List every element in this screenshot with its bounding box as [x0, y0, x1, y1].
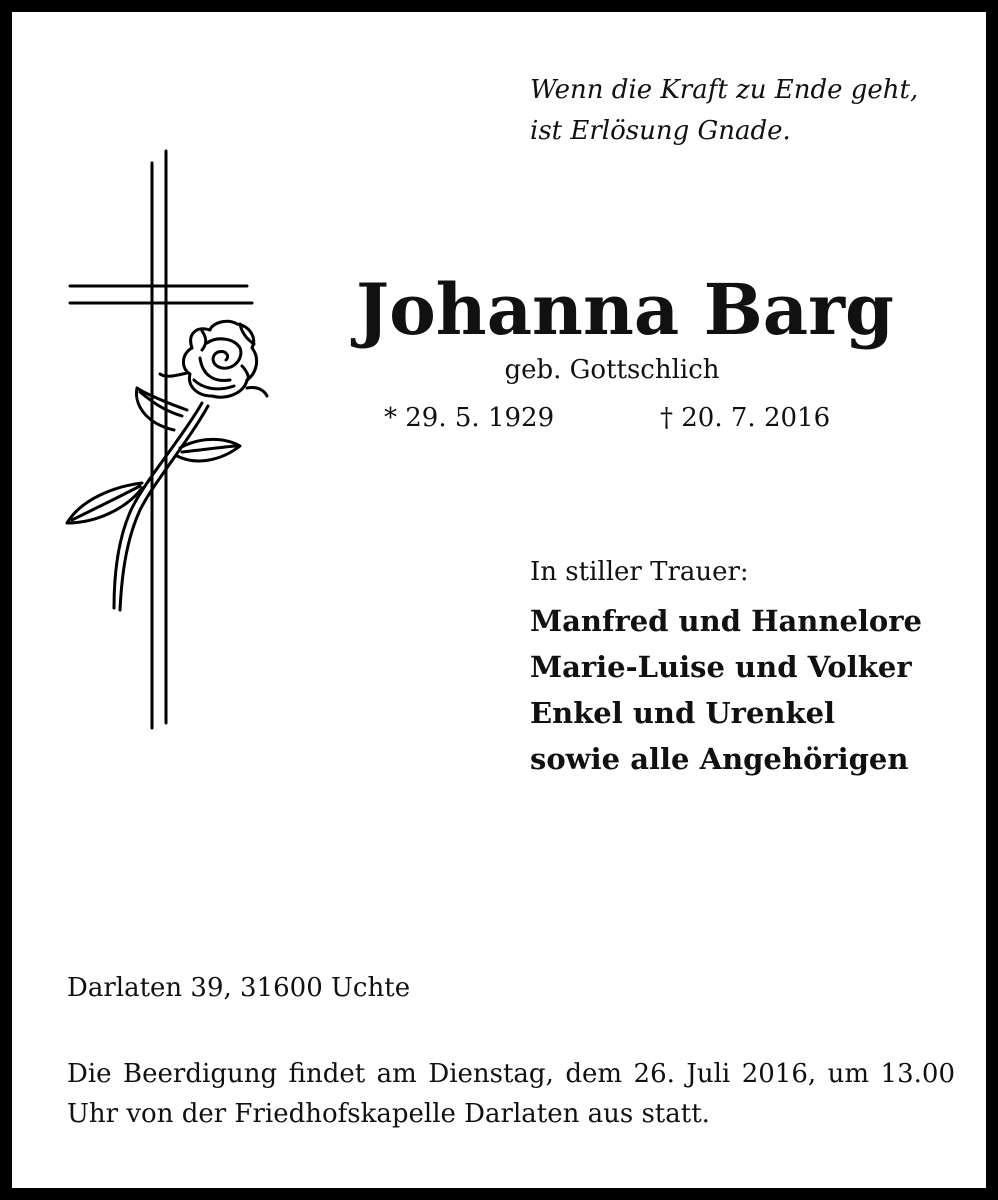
motto-quote	[530, 70, 918, 152]
deceased-name: Johanna Barg	[356, 268, 894, 351]
death-date: † 20. 7. 2016	[660, 403, 831, 433]
funeral-notice: Die Beerdigung findet am Dienstag, dem 26. Juli 2016, um 13.00 Uhr von der Friedhofskapelle Darlaten aus statt.	[67, 1059, 955, 1129]
motto-line-2: ist Erlösung Gnade.	[530, 116, 791, 146]
birth-name: geb. Gottschlich	[504, 355, 720, 385]
mourners-list	[530, 598, 922, 782]
cross-with-rose-icon	[62, 148, 277, 733]
birth-date: * 29. 5. 1929	[384, 403, 555, 433]
mourner-line: Enkel und Urenkel	[530, 696, 836, 730]
mourner-line: sowie alle Angehörigen	[530, 742, 909, 776]
mourners-label: In stiller Trauer:	[530, 557, 749, 587]
mourner-line: Marie-Luise und Volker	[530, 650, 912, 684]
address: Darlaten 39, 31600 Uchte	[67, 973, 411, 1003]
mourner-line: Manfred und Hannelore	[530, 604, 922, 638]
motto-line-1: Wenn die Kraft zu Ende geht,	[530, 75, 919, 105]
